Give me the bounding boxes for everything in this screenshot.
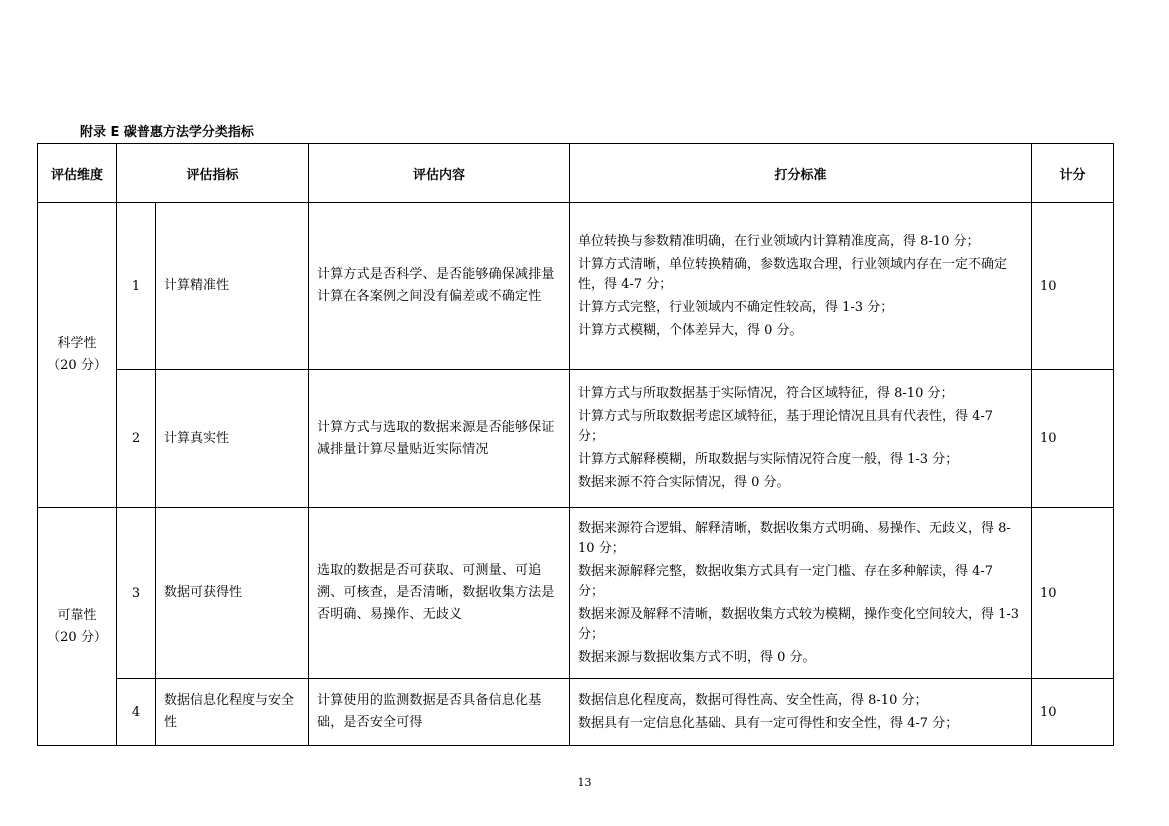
criteria-line: 计算方式与所取数据考虑区域特征，基于理论情况且具有代表性，得 4-7 分； (578, 409, 994, 444)
score-cell: 10 (1032, 370, 1114, 508)
content-cell: 计算使用的监测数据是否具备信息化基础，是否安全可得 (309, 679, 570, 746)
row-number: 3 (117, 508, 156, 679)
header-dimension: 评估维度 (38, 144, 117, 203)
criteria-cell (570, 679, 1032, 746)
indicator-cell: 计算真实性 (156, 370, 309, 508)
criteria-line: 计算方式解释模糊，所取数据与实际情况符合度一般，得 1-3 分； (578, 452, 959, 467)
criteria-line: 数据具有一定信息化基础、具有一定可得性和安全性，得 4-7 分； (578, 715, 959, 731)
dimension-points: （20 分） (47, 358, 107, 373)
indicator-cell: 数据可获得性 (156, 508, 309, 679)
criteria-cell (570, 203, 1032, 370)
row-number: 2 (117, 370, 156, 508)
header-criteria: 打分标准 (570, 144, 1032, 203)
score-cell: 10 (1032, 203, 1114, 370)
criteria-line: 计算方式完整，行业领域内不确定性较高，得 1-3 分； (578, 299, 894, 315)
dimension-label: 科学性 (57, 336, 97, 351)
criteria-line: 计算方式与所取数据基于实际情况，符合区域特征，得 8-10 分； (578, 386, 954, 401)
criteria-cell (570, 508, 1032, 679)
score-cell: 10 (1032, 679, 1114, 746)
evaluation-table (37, 143, 1114, 746)
indicator-cell: 计算精准性 (156, 203, 309, 370)
header-indicator: 评估指标 (117, 144, 309, 203)
criteria-line: 单位转换与参数精准明确，在行业领域内计算精准度高，得 8-10 分； (578, 233, 980, 249)
dimension-label: 可靠性 (57, 607, 97, 623)
criteria-cell (570, 370, 1032, 508)
criteria-line: 计算方式清晰，单位转换精确，参数选取合理，行业领域内存在一定不确定性，得 4-7 分； (578, 256, 1008, 292)
content-cell: 计算方式是否科学、是否能够确保减排量计算在各案例之间没有偏差或不确定性 (309, 203, 570, 370)
table-row (38, 679, 1114, 746)
criteria-line: 数据信息化程度高，数据可得性高、安全性高，得 8-10 分； (578, 692, 928, 708)
page-number: 13 (577, 776, 592, 789)
content-cell: 选取的数据是否可获取、可测量、可追溯、可核查，是否清晰，数据收集方法是否明确、易操作、无歧义 (309, 508, 570, 679)
criteria-line: 数据来源不符合实际情况，得 0 分。 (578, 475, 790, 490)
dimension-cell (38, 508, 117, 746)
appendix-caption: 附录 E 碳普惠方法学分类指标 (80, 125, 254, 140)
dimension-cell (38, 203, 117, 508)
table-row (38, 203, 1114, 370)
criteria-line: 数据来源解释完整，数据收集方式具有一定门槛、存在多种解读，得 4-7 分； (578, 563, 994, 599)
criteria-line: 计算方式模糊，个体差异大，得 0 分。 (578, 322, 803, 338)
content-cell: 计算方式与选取的数据来源是否能够保证减排量计算尽量贴近实际情况 (309, 370, 570, 508)
table-row (38, 508, 1114, 679)
header-content: 评估内容 (309, 144, 570, 203)
indicator-cell: 数据信息化程度与安全性 (156, 679, 309, 746)
row-number: 4 (117, 679, 156, 746)
score-cell: 10 (1032, 508, 1114, 679)
criteria-line: 数据来源与数据收集方式不明，得 0 分。 (578, 649, 816, 665)
row-number: 1 (117, 203, 156, 370)
table-row (38, 370, 1114, 508)
criteria-line: 数据来源及解释不清晰，数据收集方式较为模糊，操作变化空间较大，得 1-3 分； (578, 606, 1020, 642)
table-header-row (38, 144, 1114, 203)
dimension-points: （20 分） (47, 629, 107, 645)
header-score: 计分 (1032, 144, 1114, 203)
criteria-line: 数据来源符合逻辑、解释清晰，数据收集方式明确、易操作、无歧义，得 8-10 分； (578, 520, 1011, 556)
